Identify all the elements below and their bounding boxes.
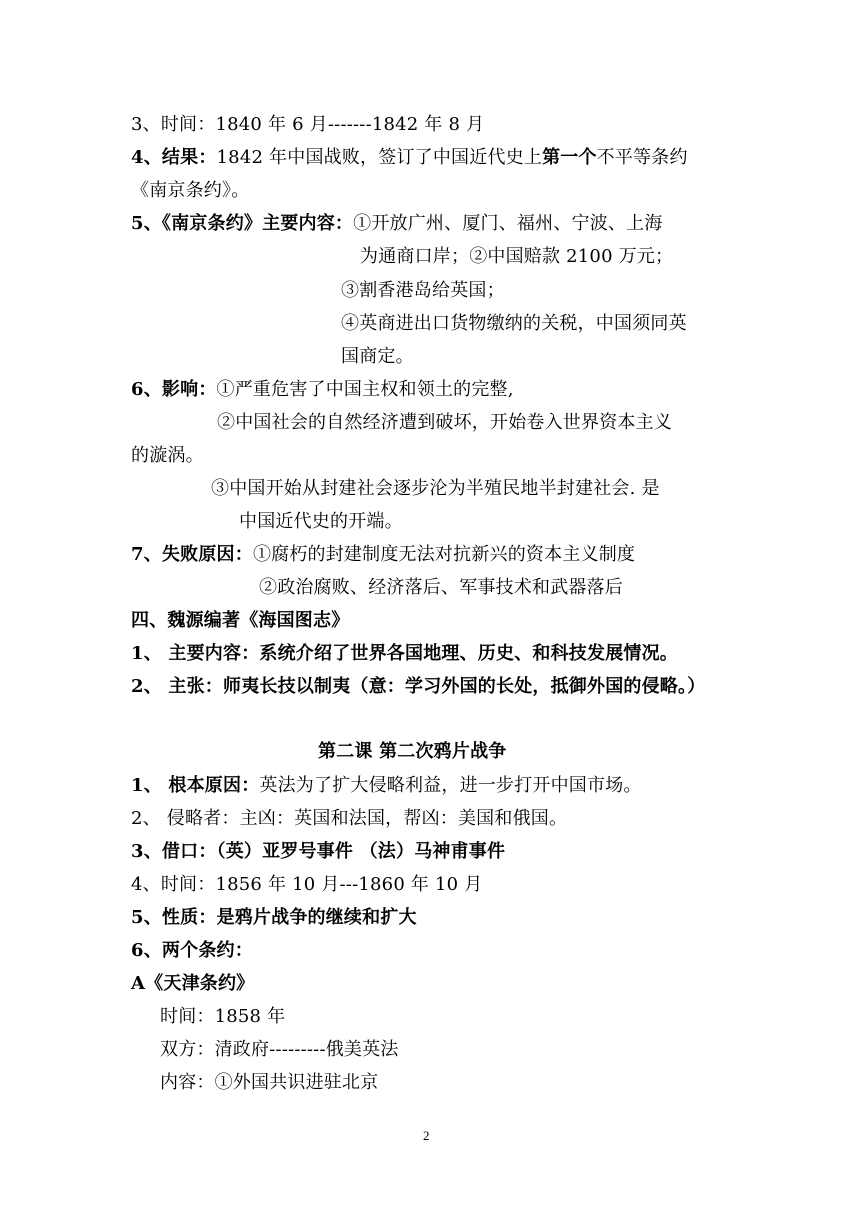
line-18: 2、 主张：师夷长技以制夷（意：学习外国的长处，抵御外国的侵略。） xyxy=(131,676,706,697)
line-9: 6、影响：①严重危害了中国主权和领土的完整, xyxy=(131,379,514,400)
line-3: 《南京条约》。 xyxy=(131,180,250,201)
heading-wei-yuan: 四、魏源编著《海国图志》 xyxy=(131,610,350,631)
line-4: 5、《南京条约》主要内容：①开放广州、厦门、福州、宁波、上海 xyxy=(131,213,663,234)
line-7: ④英商进出口货物缴纳的关税，中国须同英 xyxy=(341,313,687,334)
line-23: 4、时间：1856 年 10 月---1860 年 10 月 xyxy=(131,874,483,895)
line-12: ③中国开始从封建社会逐步沦为半殖民地半封建社会. 是 xyxy=(211,478,660,499)
line-11: 的漩涡。 xyxy=(131,445,204,466)
line-6: ③割香港岛给英国； xyxy=(341,280,505,301)
line-22: 3、借口：（英）亚罗号事件 （法）马神甫事件 xyxy=(131,841,506,862)
line-29: 内容：①外国共识进驻北京 xyxy=(160,1072,379,1093)
line-25: 6、两个条约： xyxy=(131,940,253,961)
lesson-title: 第二课 第二次鸦片战争 xyxy=(318,741,507,762)
line-5: 为通商口岸；②中国赔款 2100 万元； xyxy=(360,246,674,267)
line-2: 4、结果：1842 年中国战败，签订了中国近代史上第一个不平等条约 xyxy=(131,147,688,168)
line-8: 国商定。 xyxy=(341,346,414,367)
line-15: ②政治腐败、经济落后、军事技术和武器落后 xyxy=(259,577,623,598)
line-13: 中国近代史的开端。 xyxy=(239,511,403,532)
line-24: 5、性质：是鸦片战争的继续和扩大 xyxy=(131,907,417,928)
line-28: 双方：清政府---------俄美英法 xyxy=(160,1039,399,1060)
line-27: 时间：1858 年 xyxy=(160,1006,286,1027)
line-26: A《天津条约》 xyxy=(131,973,255,994)
line-10: ②中国社会的自然经济遭到破坏，开始卷入世界资本主义 xyxy=(217,412,672,433)
line-1: 3、时间：1840 年 6 月-------1842 年 8 月 xyxy=(131,114,485,135)
line-14: 7、失败原因：①腐朽的封建制度无法对抗新兴的资本主义制度 xyxy=(131,544,636,565)
page-number: 2 xyxy=(423,1128,430,1143)
line-21: 2、 侵略者：主凶：英国和法国，帮凶：美国和俄国。 xyxy=(131,808,568,829)
line-20: 1、 根本原因：英法为了扩大侵略利益，进一步打开中国市场。 xyxy=(131,775,642,796)
line-17: 1、 主要内容：系统介绍了世界各国地理、历史、和科技发展情况。 xyxy=(131,643,678,664)
